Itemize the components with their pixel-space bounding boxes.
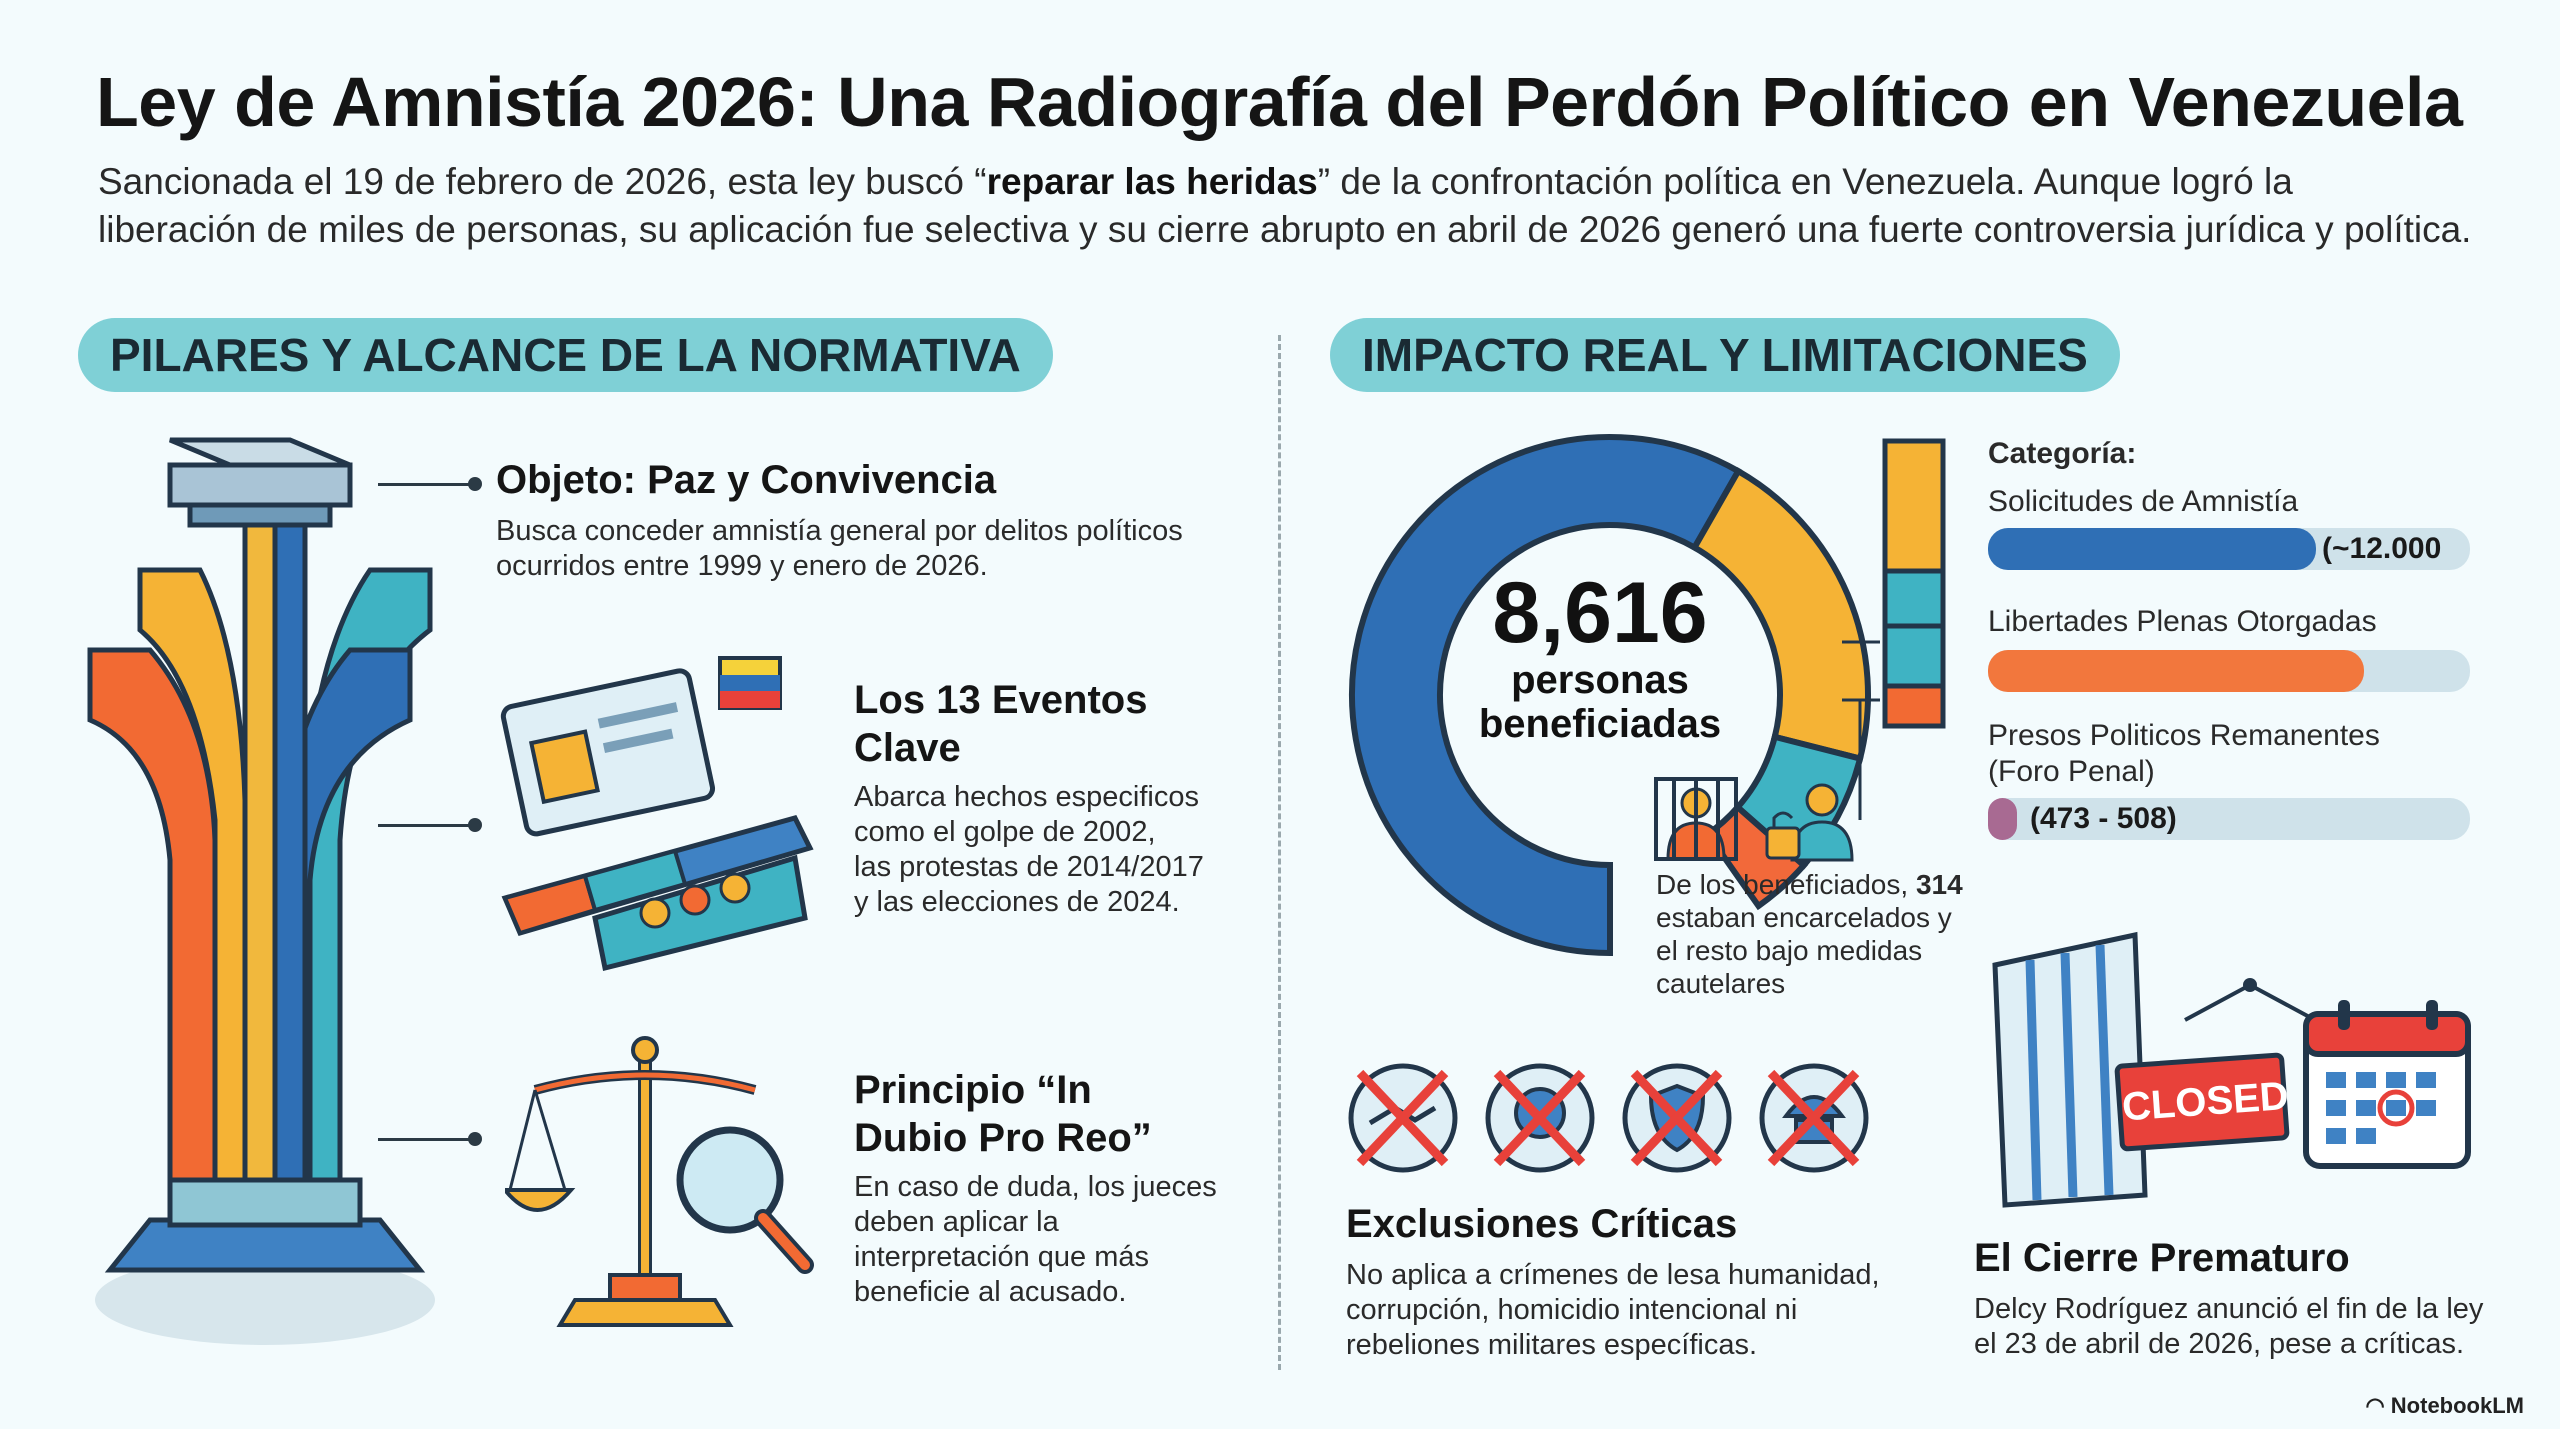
connector-line bbox=[378, 1138, 474, 1141]
text-line: estaban encarcelados y bbox=[1656, 902, 1952, 933]
prisoner-icon bbox=[1652, 775, 1740, 861]
bar-fill-requests bbox=[1988, 528, 2316, 570]
notebook-logo-icon: ◠ bbox=[2365, 1393, 2391, 1418]
closure-text bbox=[1974, 1292, 2483, 1362]
text-line: el resto bajo medidas bbox=[1656, 935, 1923, 966]
pillar-tree-icon bbox=[50, 420, 450, 1380]
label-line: (Foro Penal) bbox=[1988, 755, 2155, 788]
text-line: Busca conceder amnistía general por delitos políticos bbox=[496, 515, 1183, 547]
bar-label-prisoners bbox=[1988, 718, 2380, 790]
skull-icon bbox=[1488, 1066, 1592, 1170]
connector-dot bbox=[468, 477, 482, 491]
shield-icon bbox=[1625, 1066, 1729, 1170]
pillar-text-events bbox=[854, 780, 1204, 920]
bar-fill-prisoners bbox=[1988, 798, 2017, 840]
closure-title: El Cierre Prematuro bbox=[1974, 1236, 2350, 1280]
text-line: cautelares bbox=[1656, 968, 1786, 999]
page-title: Ley de Amnistía 2026: Una Radiografía del Perdón Político en Venezuela bbox=[96, 63, 2463, 141]
closed-sign: CLOSED bbox=[2114, 1052, 2290, 1152]
intro-line-2: liberación de miles de personas, su aplicación fue selectiva y su cierre abrupto en abril de 2026 generó una fuerte controversia jurídica y política. bbox=[98, 209, 2472, 250]
donut-note bbox=[1656, 868, 1996, 1000]
title-line: Principio “In bbox=[854, 1068, 1092, 1112]
exclusions-title: Exclusiones Críticas bbox=[1346, 1202, 1738, 1246]
title-line: Clave bbox=[854, 726, 961, 770]
text-line: Abarca hechos especificos bbox=[854, 781, 1199, 813]
donut-label-2: beneficiadas bbox=[1478, 702, 1722, 746]
category-heading: Categoría: bbox=[1988, 437, 2137, 470]
pillar-title-principle bbox=[854, 1066, 1152, 1162]
connector-dot bbox=[468, 1132, 482, 1146]
text-line: corrupción, homicidio intencional ni bbox=[1346, 1294, 1798, 1326]
calendar-icon bbox=[2298, 996, 2478, 1176]
timeline-events-icon bbox=[495, 648, 825, 978]
pillar-text-principle bbox=[854, 1170, 1217, 1310]
text-line: beneficie al acusado. bbox=[854, 1276, 1127, 1308]
donut-value: 8,616 bbox=[1492, 565, 1708, 661]
left-section-pill: PILARES Y ALCANCE DE LA NORMATIVA bbox=[78, 318, 1053, 392]
bar-fill-freedoms bbox=[1988, 650, 2364, 692]
text-line: No aplica a crímenes de lesa humanidad, bbox=[1346, 1259, 1880, 1291]
bar-value-prisoners: (473 - 508) bbox=[2030, 802, 2177, 835]
bar-value-requests: (~12.000 bbox=[2322, 532, 2442, 565]
label-line: Presos Politicos Remanentes bbox=[1988, 719, 2380, 752]
bar-track-freedoms bbox=[1988, 650, 2470, 692]
watermark-text: NotebookLM bbox=[2390, 1393, 2524, 1418]
notebooklm-watermark bbox=[2365, 1393, 2524, 1419]
text-line: rebeliones militares específicas. bbox=[1346, 1329, 1758, 1361]
released-person-icon bbox=[1762, 780, 1862, 862]
pillar-text-object bbox=[496, 514, 1183, 584]
exclusions-text bbox=[1346, 1258, 1880, 1363]
text-line: Delcy Rodríguez anunció el fin de la ley bbox=[1974, 1293, 2484, 1325]
section-divider bbox=[1278, 335, 1281, 1370]
intro-bold: reparar las heridas bbox=[986, 161, 1318, 202]
connector-line bbox=[378, 824, 474, 827]
bar-label-freedoms: Libertades Plenas Otorgadas bbox=[1988, 605, 2377, 638]
text-line: las protestas de 2014/2017 bbox=[854, 851, 1204, 883]
text-line: el 23 de abril de 2026, pese a críticas. bbox=[1974, 1328, 2465, 1360]
exclusion-icons bbox=[1345, 1058, 1885, 1178]
title-line: Dubio Pro Reo” bbox=[854, 1116, 1152, 1160]
soldier-icon bbox=[1762, 1066, 1866, 1170]
intro-text-2: ” de la confrontación política en Venezuela. Aunque logró la bbox=[1317, 161, 2293, 202]
donut-center bbox=[1450, 565, 1750, 746]
connector-dot bbox=[468, 818, 482, 832]
title-line: Los 13 Eventos bbox=[854, 678, 1148, 722]
note-bold-number: 314 bbox=[1915, 869, 1963, 900]
donut-label-1: personas bbox=[1511, 658, 1689, 702]
handshake-icon bbox=[1351, 1066, 1455, 1170]
pillar-title-object: Objeto: Paz y Convivencia bbox=[496, 458, 997, 502]
connector-line bbox=[378, 483, 474, 486]
text-line: como el golpe de 2002, bbox=[854, 816, 1156, 848]
intro-paragraph bbox=[98, 158, 2498, 254]
intro-text-1: Sancionada el 19 de febrero de 2026, esta ley buscó “ bbox=[98, 161, 987, 202]
text-line: En caso de duda, los jueces bbox=[854, 1171, 1217, 1203]
right-section-pill: IMPACTO REAL Y LIMITACIONES bbox=[1330, 318, 2120, 392]
text-line: ocurridos entre 1999 y enero de 2026. bbox=[496, 550, 988, 582]
pillar-title-events bbox=[854, 676, 1147, 772]
scales-of-justice-icon bbox=[505, 1030, 835, 1330]
text-line: deben aplicar la bbox=[854, 1206, 1059, 1238]
bar-label-requests: Solicitudes de Amnistía bbox=[1988, 485, 2299, 518]
text-line: interpretación que más bbox=[854, 1241, 1149, 1273]
note-text: De los beneficiados, bbox=[1656, 869, 1916, 900]
text-line: y las elecciones de 2024. bbox=[854, 886, 1180, 918]
